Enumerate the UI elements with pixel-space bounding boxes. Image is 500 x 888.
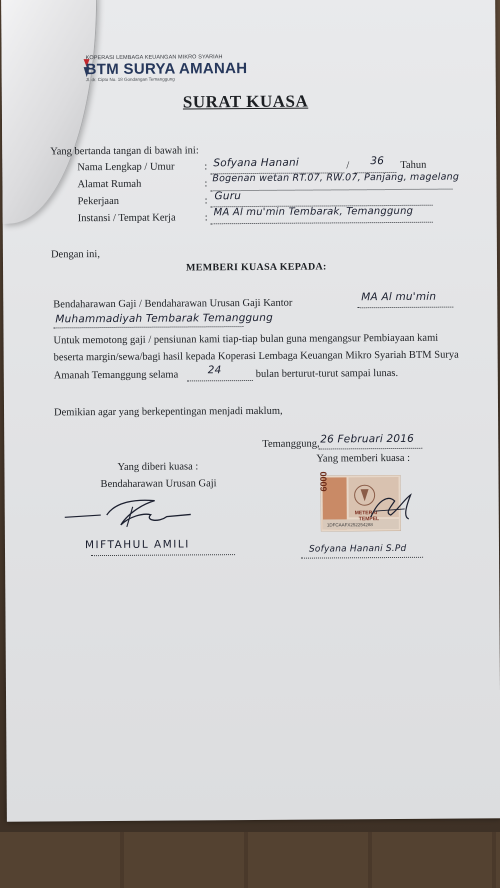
section-heading: MEMBERI KUASA KEPADA: xyxy=(185,261,327,274)
left-block-role: Bendaharawan Urusan Gaji xyxy=(100,478,217,491)
months-dots xyxy=(187,380,253,381)
address-dots xyxy=(210,189,452,192)
intro-text: Yang bertanda tangan di bawah ini: xyxy=(50,145,199,158)
place-text: Temanggung, xyxy=(262,438,320,450)
left-name-value: MIFTAHUL AMILI xyxy=(84,538,190,552)
stamp-serial: 1DFCAAFX252254288 xyxy=(326,522,373,528)
brand-name: BTM SURYA AMANAH xyxy=(85,60,248,79)
institution-label: Instansi / Tempat Kerja xyxy=(77,212,176,225)
address-value: Bogenan wetan RT.07, RW.07, Panjang, magelang xyxy=(212,171,460,185)
org-address: Jl. dr. Cipto No. 18 Gondangan Temanggung xyxy=(85,76,175,83)
address-colon: : xyxy=(204,178,208,190)
institution-value: MA Al mu'min Tembarak, Temanggung xyxy=(213,205,414,219)
body-line-2: Untuk memotong gaji / pensiunan kami tiap-tiap bulan guna mengangsur Pembiayaan kami xyxy=(53,332,439,347)
office-value-2: Muhammadiyah Tembarak Temanggung xyxy=(55,311,274,326)
body-line-3: beserta margin/sewa/bagi hasil kepada Koperasi Lembaga Keuangan Mikro Syariah BTM Surya xyxy=(53,349,459,364)
stamp-text-2: TEMPEL xyxy=(358,516,380,523)
org-line: KOPERASI LEMBAGA KEUANGAN MIKRO SYARIAH xyxy=(85,54,223,62)
stamp-amount: 6000 xyxy=(318,471,329,492)
date-dots xyxy=(318,448,422,450)
name-value: Sofyana Hanani xyxy=(213,156,300,170)
address-label: Alamat Rumah xyxy=(77,178,142,191)
left-name-dots xyxy=(91,554,235,556)
stamp-text-1: METERAI xyxy=(354,510,378,517)
age-unit: Tahun xyxy=(400,159,427,171)
closing-text: Demikian agar yang berkepentingan menjadi maklum, xyxy=(54,405,283,419)
name-colon: : xyxy=(204,161,208,173)
body-line-4-end: bulan berturut-turut sampai lunas. xyxy=(255,367,399,380)
date-value: 26 Februari 2016 xyxy=(320,432,415,446)
right-name-dots xyxy=(301,557,423,559)
age-value: 36 xyxy=(370,155,385,168)
office-dots-2 xyxy=(53,326,243,328)
months-value: 24 xyxy=(207,364,222,377)
name-label: Nama Lengkap / Umur xyxy=(77,161,175,174)
body-line-1: Bendaharawan Gaji / Bendaharawan Urusan Gaji Kantor xyxy=(53,297,293,311)
body-line-4-start: Amanah Temanggung selama xyxy=(53,369,179,382)
office-value-1: MA Al mu'min xyxy=(361,290,437,304)
job-label: Pekerjaan xyxy=(77,195,120,208)
dengan-ini-text: Dengan ini, xyxy=(50,249,100,261)
right-signature-icon xyxy=(365,489,419,529)
right-block-label: Yang memberi kuasa : xyxy=(316,452,411,465)
age-separator: / xyxy=(346,160,350,172)
institution-dots xyxy=(211,222,433,225)
document-title: SURAT KUASA xyxy=(182,91,309,112)
right-name-value: Sofyana Hanani S.Pd xyxy=(308,543,407,555)
institution-colon: : xyxy=(204,212,208,224)
left-block-label: Yang diberi kuasa : xyxy=(117,461,199,473)
document-page xyxy=(1,0,500,822)
left-signature-icon xyxy=(63,492,193,533)
job-value: Guru xyxy=(214,190,242,203)
office-dots-1 xyxy=(357,307,453,309)
job-colon: : xyxy=(204,195,208,207)
floor-boards xyxy=(0,832,500,888)
